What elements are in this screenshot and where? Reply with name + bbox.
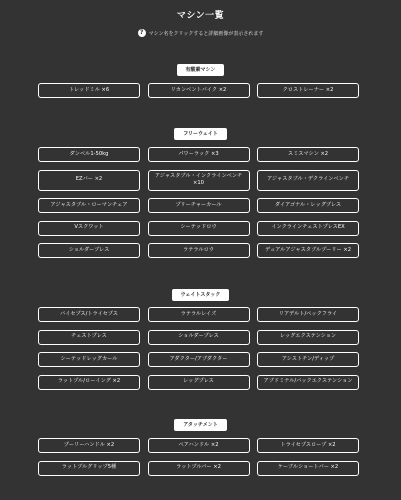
machine-button[interactable]: リカンベントバイク ×2	[148, 83, 250, 98]
machine-button[interactable]: ラットプルグリップ5種	[38, 461, 140, 476]
machine-button[interactable]: アブドミナル/バックエクステンション	[257, 375, 359, 390]
section-header-cardio	[0, 56, 401, 76]
section-label: ウェイトスタック	[172, 289, 230, 301]
attachment-grid	[38, 438, 359, 476]
cardio-machine-grid	[38, 83, 359, 98]
machine-button[interactable]: バイセプス/トライセプス	[38, 307, 140, 322]
machine-button[interactable]: ラットプル/ローイング ×2	[38, 375, 140, 390]
section-header-weight-stack	[0, 281, 401, 301]
notice-text: マシン名をクリックすると詳細画像が表示されます	[148, 30, 264, 37]
machine-button[interactable]: デュアルアジャスタブルプーリー ×2	[257, 243, 359, 258]
machine-button[interactable]: アダクター/アブダクター	[148, 352, 250, 367]
section-label: フリーウェイト	[174, 128, 227, 140]
free-weight-machine-grid	[38, 147, 359, 258]
machine-button[interactable]: スミスマシン ×2	[257, 147, 359, 162]
question-icon: ?	[138, 29, 146, 37]
machine-button[interactable]: ダイアゴナル・レッグプレス	[257, 198, 359, 213]
notice	[0, 29, 401, 37]
machine-button[interactable]: ケーブルショートバー ×2	[257, 461, 359, 476]
machine-button[interactable]: ラテラルロウ	[148, 243, 250, 258]
machine-button[interactable]: プーリーハンドル ×2	[38, 438, 140, 453]
machine-button[interactable]: EZバー ×2	[38, 170, 140, 191]
section-label: アタッチメント	[174, 419, 226, 431]
section-header-free-weight	[0, 120, 401, 140]
section-label: 有酸素マシン	[177, 64, 225, 76]
page-title: マシン一覧	[176, 11, 225, 21]
machine-button[interactable]: アジャスタブル・デクラインベンチ	[257, 170, 359, 191]
weight-stack-machine-grid	[38, 307, 359, 390]
machine-button[interactable]: シーテッドロウ	[148, 221, 250, 236]
machine-button[interactable]: アジャスタブル・インクラインベンチ ×10	[148, 170, 250, 191]
machine-button[interactable]: ラットプルバー ×2	[148, 461, 250, 476]
machine-button[interactable]: トレッドミル ×6	[38, 83, 140, 98]
machine-button[interactable]: パワーラック ×3	[148, 147, 250, 162]
machine-button[interactable]: リアデルト/ペックフライ	[257, 307, 359, 322]
machine-button[interactable]: アシストチン/ディップ	[257, 352, 359, 367]
machine-button[interactable]: レッグエクステンション	[257, 330, 359, 345]
machine-button[interactable]: インクラインチェストプレスEX	[257, 221, 359, 236]
machine-button[interactable]: ダンベル1-50kg	[38, 147, 140, 162]
machine-button[interactable]: ペアハンドル ×2	[148, 438, 250, 453]
machine-button[interactable]: トライセプスロープ ×2	[257, 438, 359, 453]
machine-button[interactable]: クロストレーナー ×2	[257, 83, 359, 98]
machine-button[interactable]: ショルダープレス	[148, 330, 250, 345]
machine-button[interactable]: シーテッドレッグカール	[38, 352, 140, 367]
machine-button[interactable]: アジャスタブル・ローマンチェア	[38, 198, 140, 213]
machine-button[interactable]: Vスクワット	[38, 221, 140, 236]
section-header-attachment	[0, 411, 401, 431]
machine-button[interactable]: ショルダープレス	[38, 243, 140, 258]
machine-button[interactable]: チェストプレス	[38, 330, 140, 345]
machine-button[interactable]: プリーチャーカール	[148, 198, 250, 213]
machine-button[interactable]: レッグプレス	[148, 375, 250, 390]
machine-button[interactable]: ラテラルレイズ	[148, 307, 250, 322]
